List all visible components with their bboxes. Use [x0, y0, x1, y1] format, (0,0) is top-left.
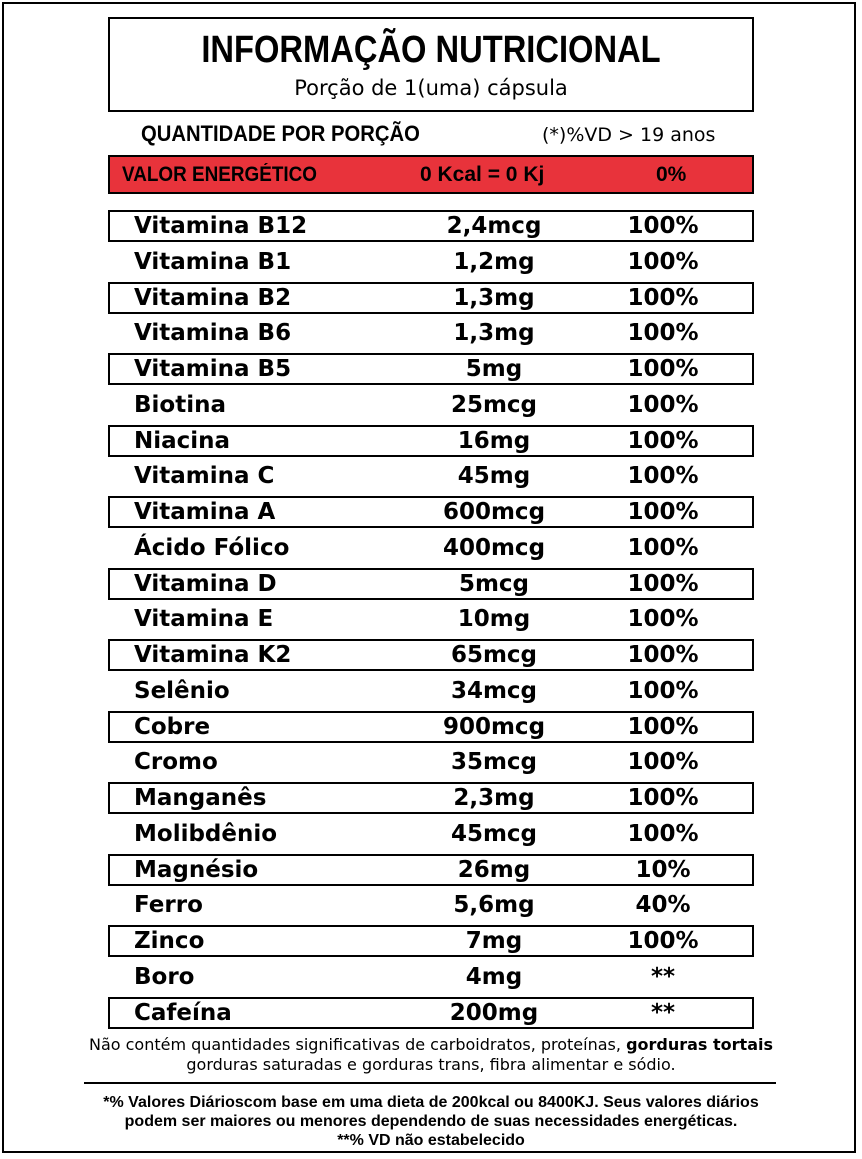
nutrient-amount: 4mg	[465, 963, 523, 990]
nutrient-row	[108, 282, 754, 314]
nutrient-name: Niacina	[134, 427, 231, 454]
nutrient-name: Vitamina B2	[134, 284, 292, 311]
nutrient-row	[108, 746, 754, 778]
nutrient-name: Magnésio	[134, 856, 259, 883]
nutrient-row	[108, 639, 754, 671]
nutrient-vd: **	[650, 963, 676, 990]
nutrient-row	[108, 425, 754, 457]
nutrient-vd: 100%	[627, 284, 699, 311]
nutrient-amount: 1,3mg	[453, 320, 535, 347]
nutrient-row	[108, 389, 754, 421]
energy-vd: 0%	[656, 163, 687, 186]
nutrient-row	[108, 568, 754, 600]
nutrient-amount: 26mg	[457, 856, 531, 883]
nutrient-row	[108, 961, 754, 993]
nutrient-name: Biotina	[134, 391, 226, 418]
nutrient-amount: 25mcg	[450, 391, 538, 418]
nutrient-row	[108, 711, 754, 743]
nutrient-amount: 45mg	[457, 463, 531, 490]
nutrient-vd: 100%	[627, 320, 699, 347]
nutrient-amount: 16mg	[457, 427, 531, 454]
nutrient-name: Vitamina B6	[134, 320, 292, 347]
nutrient-name: Vitamina E	[134, 606, 274, 633]
nutrient-name: Vitamina K2	[134, 642, 292, 668]
nutrient-name: Vitamina A	[134, 499, 276, 525]
nutrient-row	[108, 246, 754, 278]
nutrient-vd: 100%	[627, 785, 699, 811]
nutrient-name: Cromo	[134, 749, 218, 776]
nutrient-vd: 100%	[627, 928, 699, 954]
nutrition-disclaimer	[20, 1035, 842, 1075]
nutrient-name: Ácido Fólico	[134, 534, 290, 561]
nutrient-vd: **	[650, 999, 676, 1026]
vd-header: (*)%VD > 19 anos	[542, 124, 716, 146]
nutrient-row	[108, 818, 754, 850]
nutrient-vd: 100%	[627, 713, 699, 740]
nutrient-amount: 600mcg	[442, 499, 546, 525]
vd-footnote-line2: podem ser maiores ou menores dependendo de suas necessidades energéticas.	[124, 1113, 738, 1130]
nutrient-name: Manganês	[134, 785, 267, 811]
nutrient-name: Molibdênio	[134, 820, 278, 847]
nutrient-amount: 200mg	[449, 999, 539, 1026]
nutrient-vd: 100%	[627, 749, 699, 776]
nutrient-vd: 10%	[635, 856, 691, 883]
nutrient-row	[108, 317, 754, 349]
nutrient-vd: 100%	[627, 391, 699, 418]
nutrient-amount: 5mcg	[458, 570, 530, 597]
nutrient-vd: 100%	[627, 213, 699, 239]
nutrient-row	[108, 210, 754, 242]
nutrient-row	[108, 603, 754, 635]
nutrient-row	[108, 460, 754, 492]
nutrient-row	[108, 782, 754, 814]
nutrient-row	[108, 997, 754, 1029]
title-box	[108, 17, 754, 112]
nutrient-amount: 1,2mg	[453, 248, 535, 275]
nutrient-amount: 900mcg	[442, 713, 546, 740]
nutrient-row	[108, 353, 754, 385]
nutrient-vd: 100%	[627, 534, 699, 561]
nutrient-amount: 10mg	[457, 606, 531, 633]
nutrient-vd: 100%	[627, 677, 699, 704]
nutrient-vd: 100%	[627, 248, 699, 275]
nutrient-amount: 1,3mg	[453, 284, 535, 311]
nutrient-name: Cafeína	[134, 999, 232, 1026]
nutrient-amount: 34mcg	[450, 677, 538, 704]
nutrient-vd: 100%	[627, 463, 699, 490]
nutrient-vd: 100%	[627, 570, 699, 597]
energy-label: VALOR ENERGÉTICO	[122, 163, 317, 186]
nutrient-vd: 100%	[627, 356, 699, 382]
disclaimer-line2: gorduras saturadas e gorduras trans, fibra alimentar e sódio.	[186, 1055, 676, 1074]
nutrient-amount: 65mcg	[450, 642, 538, 668]
energy-amount: 0 Kcal = 0 Kj	[420, 163, 545, 186]
nutrient-row	[108, 496, 754, 528]
nutrient-name: Vitamina B12	[134, 213, 308, 239]
nutrient-name: Boro	[134, 963, 195, 990]
nutrient-row	[108, 925, 754, 957]
nutrient-row	[108, 889, 754, 921]
nutrient-amount: 7mg	[465, 928, 523, 954]
vd-footnote-line3: **% VD não estabelecido	[337, 1132, 525, 1149]
quantity-header: QUANTIDADE POR PORÇÃO	[141, 121, 420, 146]
nutrient-vd: 100%	[627, 606, 699, 633]
nutrient-vd: 100%	[627, 820, 699, 847]
nutrient-name: Selênio	[134, 677, 230, 704]
nutrient-row	[108, 854, 754, 886]
divider	[84, 1082, 776, 1084]
nutrient-name: Vitamina D	[134, 570, 277, 597]
nutrient-amount: 45mcg	[450, 820, 538, 847]
nutrient-name: Ferro	[134, 892, 203, 919]
disclaimer-prefix: Não contém quantidades significativas de carboidratos, proteínas,	[88, 1035, 621, 1054]
nutrient-amount: 2,4mcg	[446, 213, 542, 239]
page-title: INFORMAÇÃO NUTRICIONAL	[201, 29, 661, 71]
nutrient-amount: 5,6mg	[453, 892, 535, 919]
nutrient-vd: 100%	[627, 427, 699, 454]
nutrient-amount: 400mcg	[442, 534, 546, 561]
nutrient-row	[108, 675, 754, 707]
nutrient-row	[108, 532, 754, 564]
disclaimer-bold: gorduras tortais	[626, 1035, 774, 1054]
nutrient-name: Vitamina C	[134, 463, 275, 490]
nutrient-vd: 40%	[635, 892, 691, 919]
vd-footnote-line1: *% Valores Diárioscom base em uma dieta de 200kcal ou 8400KJ. Seus valores diários	[103, 1094, 759, 1111]
nutrient-name: Cobre	[134, 713, 211, 740]
nutrient-name: Zinco	[134, 928, 205, 954]
nutrient-amount: 2,3mg	[453, 785, 535, 811]
nutrient-amount: 5mg	[465, 356, 523, 382]
energy-row	[108, 155, 754, 194]
nutrient-name: Vitamina B5	[134, 356, 292, 382]
nutrient-name: Vitamina B1	[134, 248, 292, 275]
nutrient-amount: 35mcg	[450, 749, 538, 776]
nutrient-vd: 100%	[627, 642, 699, 668]
vd-footnote	[20, 1093, 842, 1150]
nutrient-vd: 100%	[627, 499, 699, 525]
serving-size: Porção de 1(uma) cápsula	[294, 76, 568, 100]
